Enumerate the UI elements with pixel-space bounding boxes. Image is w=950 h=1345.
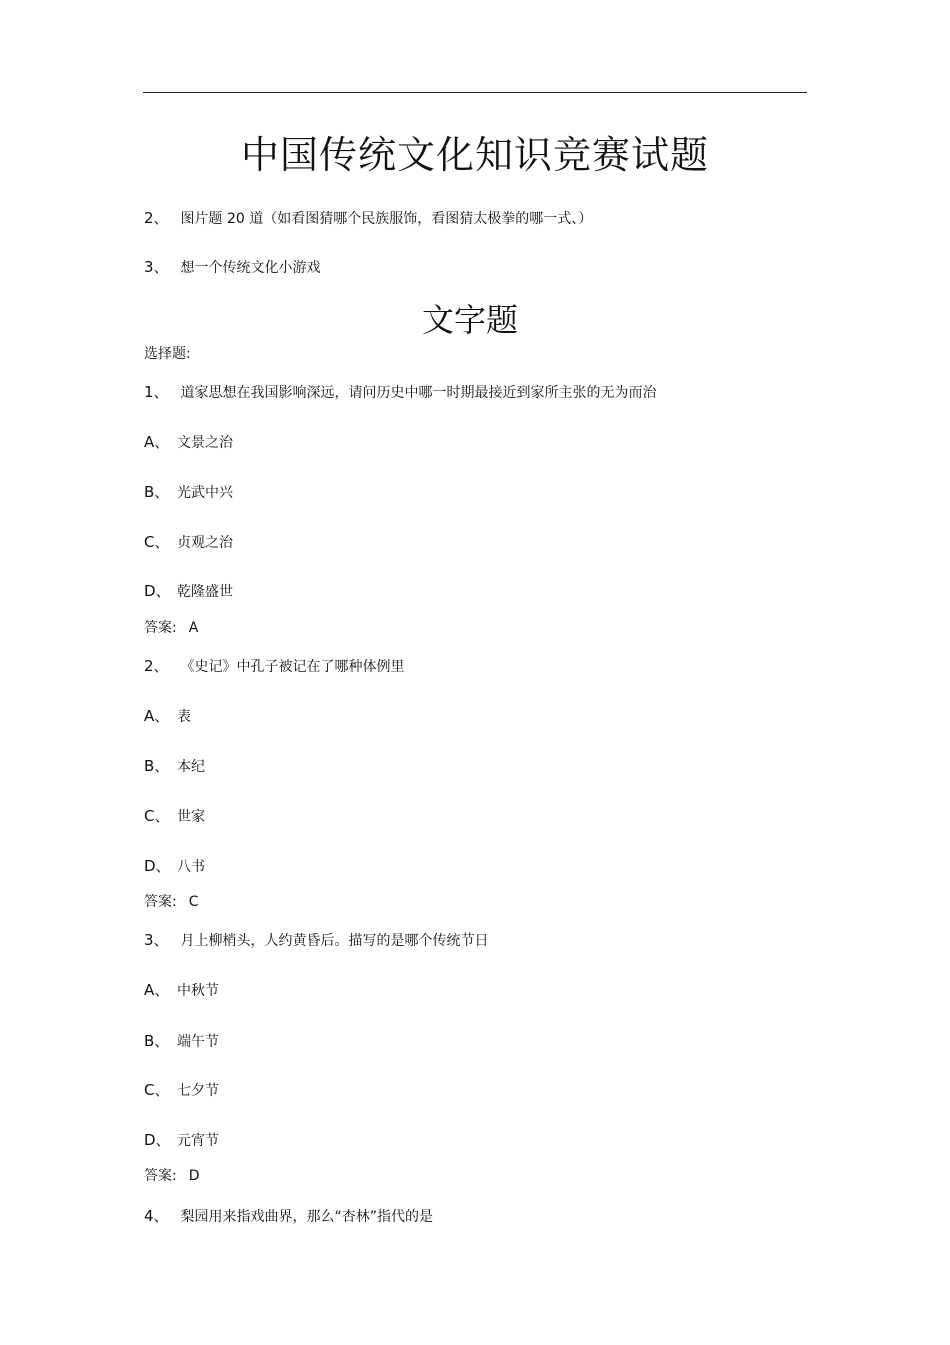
option-d (144, 581, 233, 602)
option-c (144, 1080, 219, 1101)
option-letter: D、 (144, 1131, 171, 1149)
header-rule (143, 92, 807, 93)
question-number: 1、 (144, 383, 169, 401)
option-letter: B、 (144, 483, 170, 501)
option-letter: A、 (144, 707, 170, 725)
question-text: 《史记》中孔子被记在了哪种体例里 (180, 659, 405, 675)
option-d (144, 1130, 219, 1151)
option-a (144, 980, 219, 1001)
question (144, 930, 489, 951)
answer-value: A (188, 620, 199, 636)
question (144, 382, 657, 403)
intro-number: 3、 (144, 258, 169, 276)
option-a (144, 432, 233, 453)
option-c (144, 806, 205, 827)
intro-item (144, 208, 592, 229)
intro-item (144, 257, 321, 278)
option-text: 八书 (177, 859, 205, 875)
option-c (144, 532, 233, 553)
intro-text: 想一个传统文化小游戏 (180, 260, 321, 276)
option-letter: B、 (144, 757, 170, 775)
answer-value: C (188, 894, 199, 910)
option-text: 七夕节 (177, 1083, 219, 1099)
option-letter: C、 (144, 807, 170, 825)
question-number: 3、 (144, 931, 169, 949)
option-text: 元宵节 (177, 1133, 219, 1149)
answer-label: 答案: (144, 620, 177, 636)
option-letter: B、 (144, 1032, 170, 1050)
question-text: 梨园用来指戏曲界，那么“杏林”指代的是 (180, 1209, 434, 1225)
intro-text: 图片题 20 道（如看图猜哪个民族服饰，看图猜太极拳的哪一式、） (180, 211, 593, 227)
answer-label: 答案: (144, 1168, 177, 1184)
intro-number: 2、 (144, 209, 169, 227)
option-text: 端午节 (177, 1034, 219, 1050)
option-text: 本纪 (177, 759, 205, 775)
option-text: 光武中兴 (177, 485, 233, 501)
answer (144, 1166, 200, 1186)
answer-label: 答案: (144, 894, 177, 910)
option-letter: A、 (144, 433, 170, 451)
option-text: 表 (177, 709, 191, 725)
question (144, 656, 405, 677)
section-title: 文字题 (421, 301, 518, 339)
question-text: 道家思想在我国影响深远，请问历史中哪一时期最接近到家所主张的无为而治 (180, 385, 657, 401)
option-text: 乾隆盛世 (177, 584, 233, 600)
option-b (144, 756, 205, 777)
option-b (144, 482, 233, 503)
option-text: 世家 (177, 809, 205, 825)
option-letter: C、 (144, 533, 170, 551)
option-d (144, 856, 205, 877)
question-number: 4、 (144, 1207, 169, 1225)
option-letter: D、 (144, 582, 171, 600)
question-text: 月上柳梢头，人约黄昏后。描写的是哪个传统节日 (180, 933, 489, 949)
option-a (144, 706, 191, 727)
answer (144, 892, 199, 912)
option-text: 文景之治 (177, 435, 233, 451)
option-letter: D、 (144, 857, 171, 875)
option-text: 中秋节 (177, 983, 219, 999)
document-title: 中国传统文化知识竞赛试题 (240, 133, 709, 177)
answer-value: D (188, 1168, 200, 1184)
option-b (144, 1031, 219, 1052)
option-letter: A、 (144, 981, 170, 999)
question (144, 1206, 433, 1227)
subsection-heading: 选择题: (144, 346, 191, 362)
option-letter: C、 (144, 1081, 170, 1099)
answer (144, 618, 198, 638)
option-text: 贞观之治 (177, 535, 233, 551)
question-number: 2、 (144, 657, 169, 675)
